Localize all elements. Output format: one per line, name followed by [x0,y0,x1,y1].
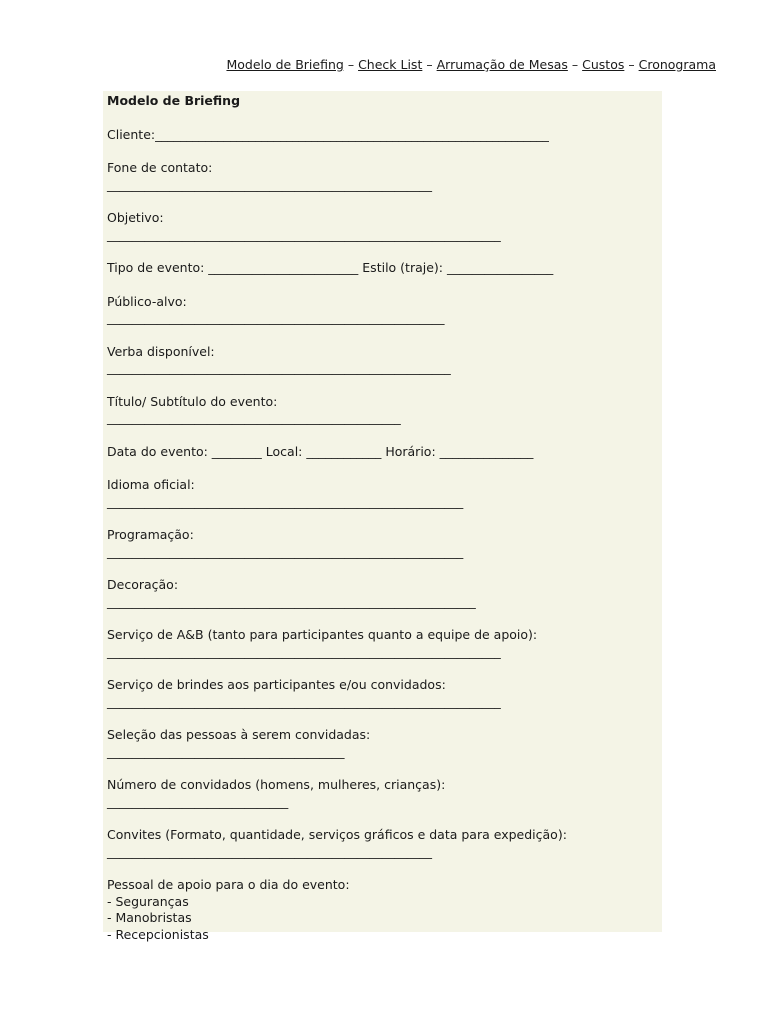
list-item: - Recepcionistas [107,926,209,942]
form-title: Modelo de Briefing [107,93,241,108]
titulo-blank: _______________________________________________ [107,410,401,425]
convites-blank: ____________________________________________________ [107,843,432,859]
idioma-blank: _________________________________________________________ [107,493,464,509]
decoracao-label: Decoração: [107,577,179,592]
nav-link-arrumacao-de-mesas[interactable]: Arrumação de Mesas [436,57,568,72]
field-pessoal-apoio [107,877,658,943]
verba-blank: _______________________________________________________ [107,360,451,375]
cliente-line: Cliente:_______________________________________________________________ [107,126,549,142]
field-idioma [107,477,658,510]
field-cliente [107,127,658,144]
field-objetivo [107,210,658,243]
field-decoracao [107,577,658,610]
nav-separator: – [571,57,579,72]
nav-separator: – [347,57,355,72]
field-programacao [107,527,658,560]
field-titulo [107,394,658,427]
brindes-blank: _______________________________________________________________ [107,693,501,709]
brindes-label: Serviço de brindes aos participantes e/ou convidados: [107,677,446,692]
fone-blank: ____________________________________________________ [107,176,432,192]
nav-separator: – [426,57,433,72]
field-numero-convidados [107,777,658,810]
servico-ab-label: Serviço de A&B (tanto para participantes quanto a equipe de apoio): [107,627,538,642]
idioma-label: Idioma oficial: [107,477,195,492]
field-fone [107,160,658,193]
publico-label: Público-alvo: [107,293,187,309]
programacao-blank: _________________________________________________________ [107,543,464,559]
programacao-label: Programação: [107,527,194,542]
servico-ab-blank: _______________________________________________________________ [107,643,501,659]
publico-blank: ______________________________________________________ [107,310,445,325]
numero-label: Número de convidados (homens, mulheres, crianças): [107,777,446,792]
numero-blank: _____________________________ [107,793,289,809]
fone-label: Fone de contato: [107,160,213,175]
briefing-form [103,91,662,942]
field-selecao [107,727,658,760]
nav-link-modelo-de-briefing[interactable]: Modelo de Briefing [226,57,344,72]
field-brindes [107,677,658,710]
data-local-horario-line: Data do evento: ________ Local: ____________ Horário: _______________ [107,443,534,459]
field-publico [107,294,658,327]
field-convites [107,827,658,860]
nav-link-custos[interactable]: Custos [582,57,625,72]
top-navigation [226,57,716,72]
pessoal-label: Pessoal de apoio para o dia do evento: [107,877,350,892]
titulo-label: Título/ Subtítulo do evento: [107,393,278,409]
selecao-blank: ______________________________________ [107,743,345,759]
decoracao-blank: ___________________________________________________________ [107,593,476,609]
nav-separator: – [628,57,635,72]
nav-link-check-list[interactable]: Check List [358,57,423,72]
field-tipo-estilo [107,260,658,277]
selecao-label: Seleção das pessoas à serem convidadas: [107,727,371,742]
tipo-estilo-line: Tipo de evento: ________________________ Estilo (traje): _________________ [107,260,554,275]
field-servico-ab [107,627,658,660]
list-item: - Manobristas [107,910,192,925]
convites-label: Convites (Formato, quantidade, serviços gráficos e data para expedição): [107,827,567,842]
nav-link-cronograma[interactable]: Cronograma [638,57,716,72]
list-item: - Seguranças [107,893,189,909]
objetivo-blank: _______________________________________________________________ [107,226,501,242]
field-verba [107,344,658,377]
verba-label: Verba disponível: [107,343,215,359]
objetivo-label: Objetivo: [107,210,164,225]
field-data-local-horario [107,444,658,461]
